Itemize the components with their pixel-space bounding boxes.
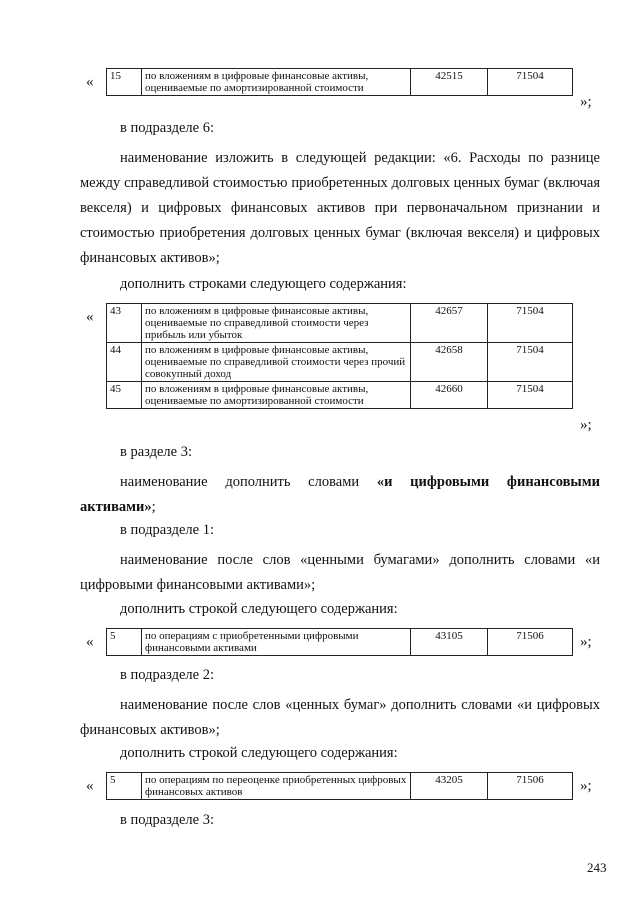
row-code-2: 71504 <box>488 382 573 409</box>
code-table-4 <box>106 772 573 800</box>
add-row-label-1: дополнить строкой следующего содержания: <box>120 601 398 617</box>
quote-open: « <box>86 74 94 90</box>
table-row <box>107 382 573 409</box>
table-row <box>107 343 573 382</box>
row-name: по вложениям в цифровые финансовые активы, оцениваемые по справедливой стоимости через прочий совокупный доход <box>142 343 411 382</box>
row-number: 43 <box>107 304 142 343</box>
quote-close: »; <box>580 634 592 650</box>
section-3-paragraph <box>80 470 600 520</box>
row-number: 5 <box>107 629 142 656</box>
add-row-label-2: дополнить строкой следующего содержания: <box>120 745 398 761</box>
table-row <box>107 304 573 343</box>
section-3-tail: ; <box>151 499 156 515</box>
code-table-1 <box>106 68 573 96</box>
row-code-1: 42515 <box>411 69 488 96</box>
row-name: по операциям по переоценке приобретенных цифровых финансовых активов <box>142 773 411 800</box>
row-code-1: 42657 <box>411 304 488 343</box>
row-name: по вложениям в цифровые финансовые активы, оцениваемые по справедливой стоимости через прибыль или убыток <box>142 304 411 343</box>
subsection-2-paragraph: наименование после слов «ценных бумаг» дополнить словами «и цифровых финансовых активов»; <box>80 697 600 738</box>
quote-open: « <box>86 778 94 794</box>
row-code-2: 71504 <box>488 304 573 343</box>
row-code-2: 71504 <box>488 69 573 96</box>
section-3-text: наименование дополнить словами <box>120 474 377 490</box>
row-number: 15 <box>107 69 142 96</box>
row-number: 45 <box>107 382 142 409</box>
row-code-2: 71504 <box>488 343 573 382</box>
row-name: по вложениям в цифровые финансовые активы, оцениваемые по амортизированной стоимости <box>142 382 411 409</box>
row-code-1: 43205 <box>411 773 488 800</box>
subsection-3: в подразделе 3: <box>120 812 214 828</box>
subsection-2: в подразделе 2: <box>120 667 214 683</box>
naming-paragraph: наименование изложить в следующей редакции: «6. Расходы по разнице между справедливой стоимостью приобретенных долговых ценных бумаг (включая векселя) и цифровых финансовых активов при первоначальном признании и стоимостью приобретения долговых ценных бумаг (включая векселя) и цифровых финансовых активов»; <box>80 150 600 266</box>
subsection-1: в подразделе 1: <box>120 522 214 538</box>
subsection-6: в подразделе 6: <box>120 120 214 136</box>
row-code-2: 71506 <box>488 773 573 800</box>
quote-close: »; <box>580 94 592 110</box>
quote-open: « <box>86 634 94 650</box>
add-rows-label: дополнить строками следующего содержания: <box>120 276 407 292</box>
row-code-2: 71506 <box>488 629 573 656</box>
row-name: по вложениям в цифровые финансовые активы, оцениваемые по амортизированной стоимости <box>142 69 411 96</box>
code-table-3 <box>106 628 573 656</box>
quote-close: »; <box>580 417 592 433</box>
quote-open: « <box>86 309 94 325</box>
row-number: 44 <box>107 343 142 382</box>
quote-close: »; <box>580 778 592 794</box>
row-name: по операциям с приобретенными цифровыми финансовыми активами <box>142 629 411 656</box>
table-row <box>107 773 573 800</box>
table-row <box>107 69 573 96</box>
page-number: 243 <box>587 860 607 875</box>
code-table-2 <box>106 303 573 409</box>
section-3-bold-text: «и цифровыми финансовыми активами» <box>80 474 600 515</box>
row-code-1: 42660 <box>411 382 488 409</box>
row-code-1: 43105 <box>411 629 488 656</box>
row-number: 5 <box>107 773 142 800</box>
section-3: в разделе 3: <box>120 444 193 460</box>
table-row <box>107 629 573 656</box>
row-code-1: 42658 <box>411 343 488 382</box>
subsection-1-paragraph: наименование после слов «ценными бумагами» дополнить словами «и цифровыми финансовыми активами»; <box>80 552 600 593</box>
